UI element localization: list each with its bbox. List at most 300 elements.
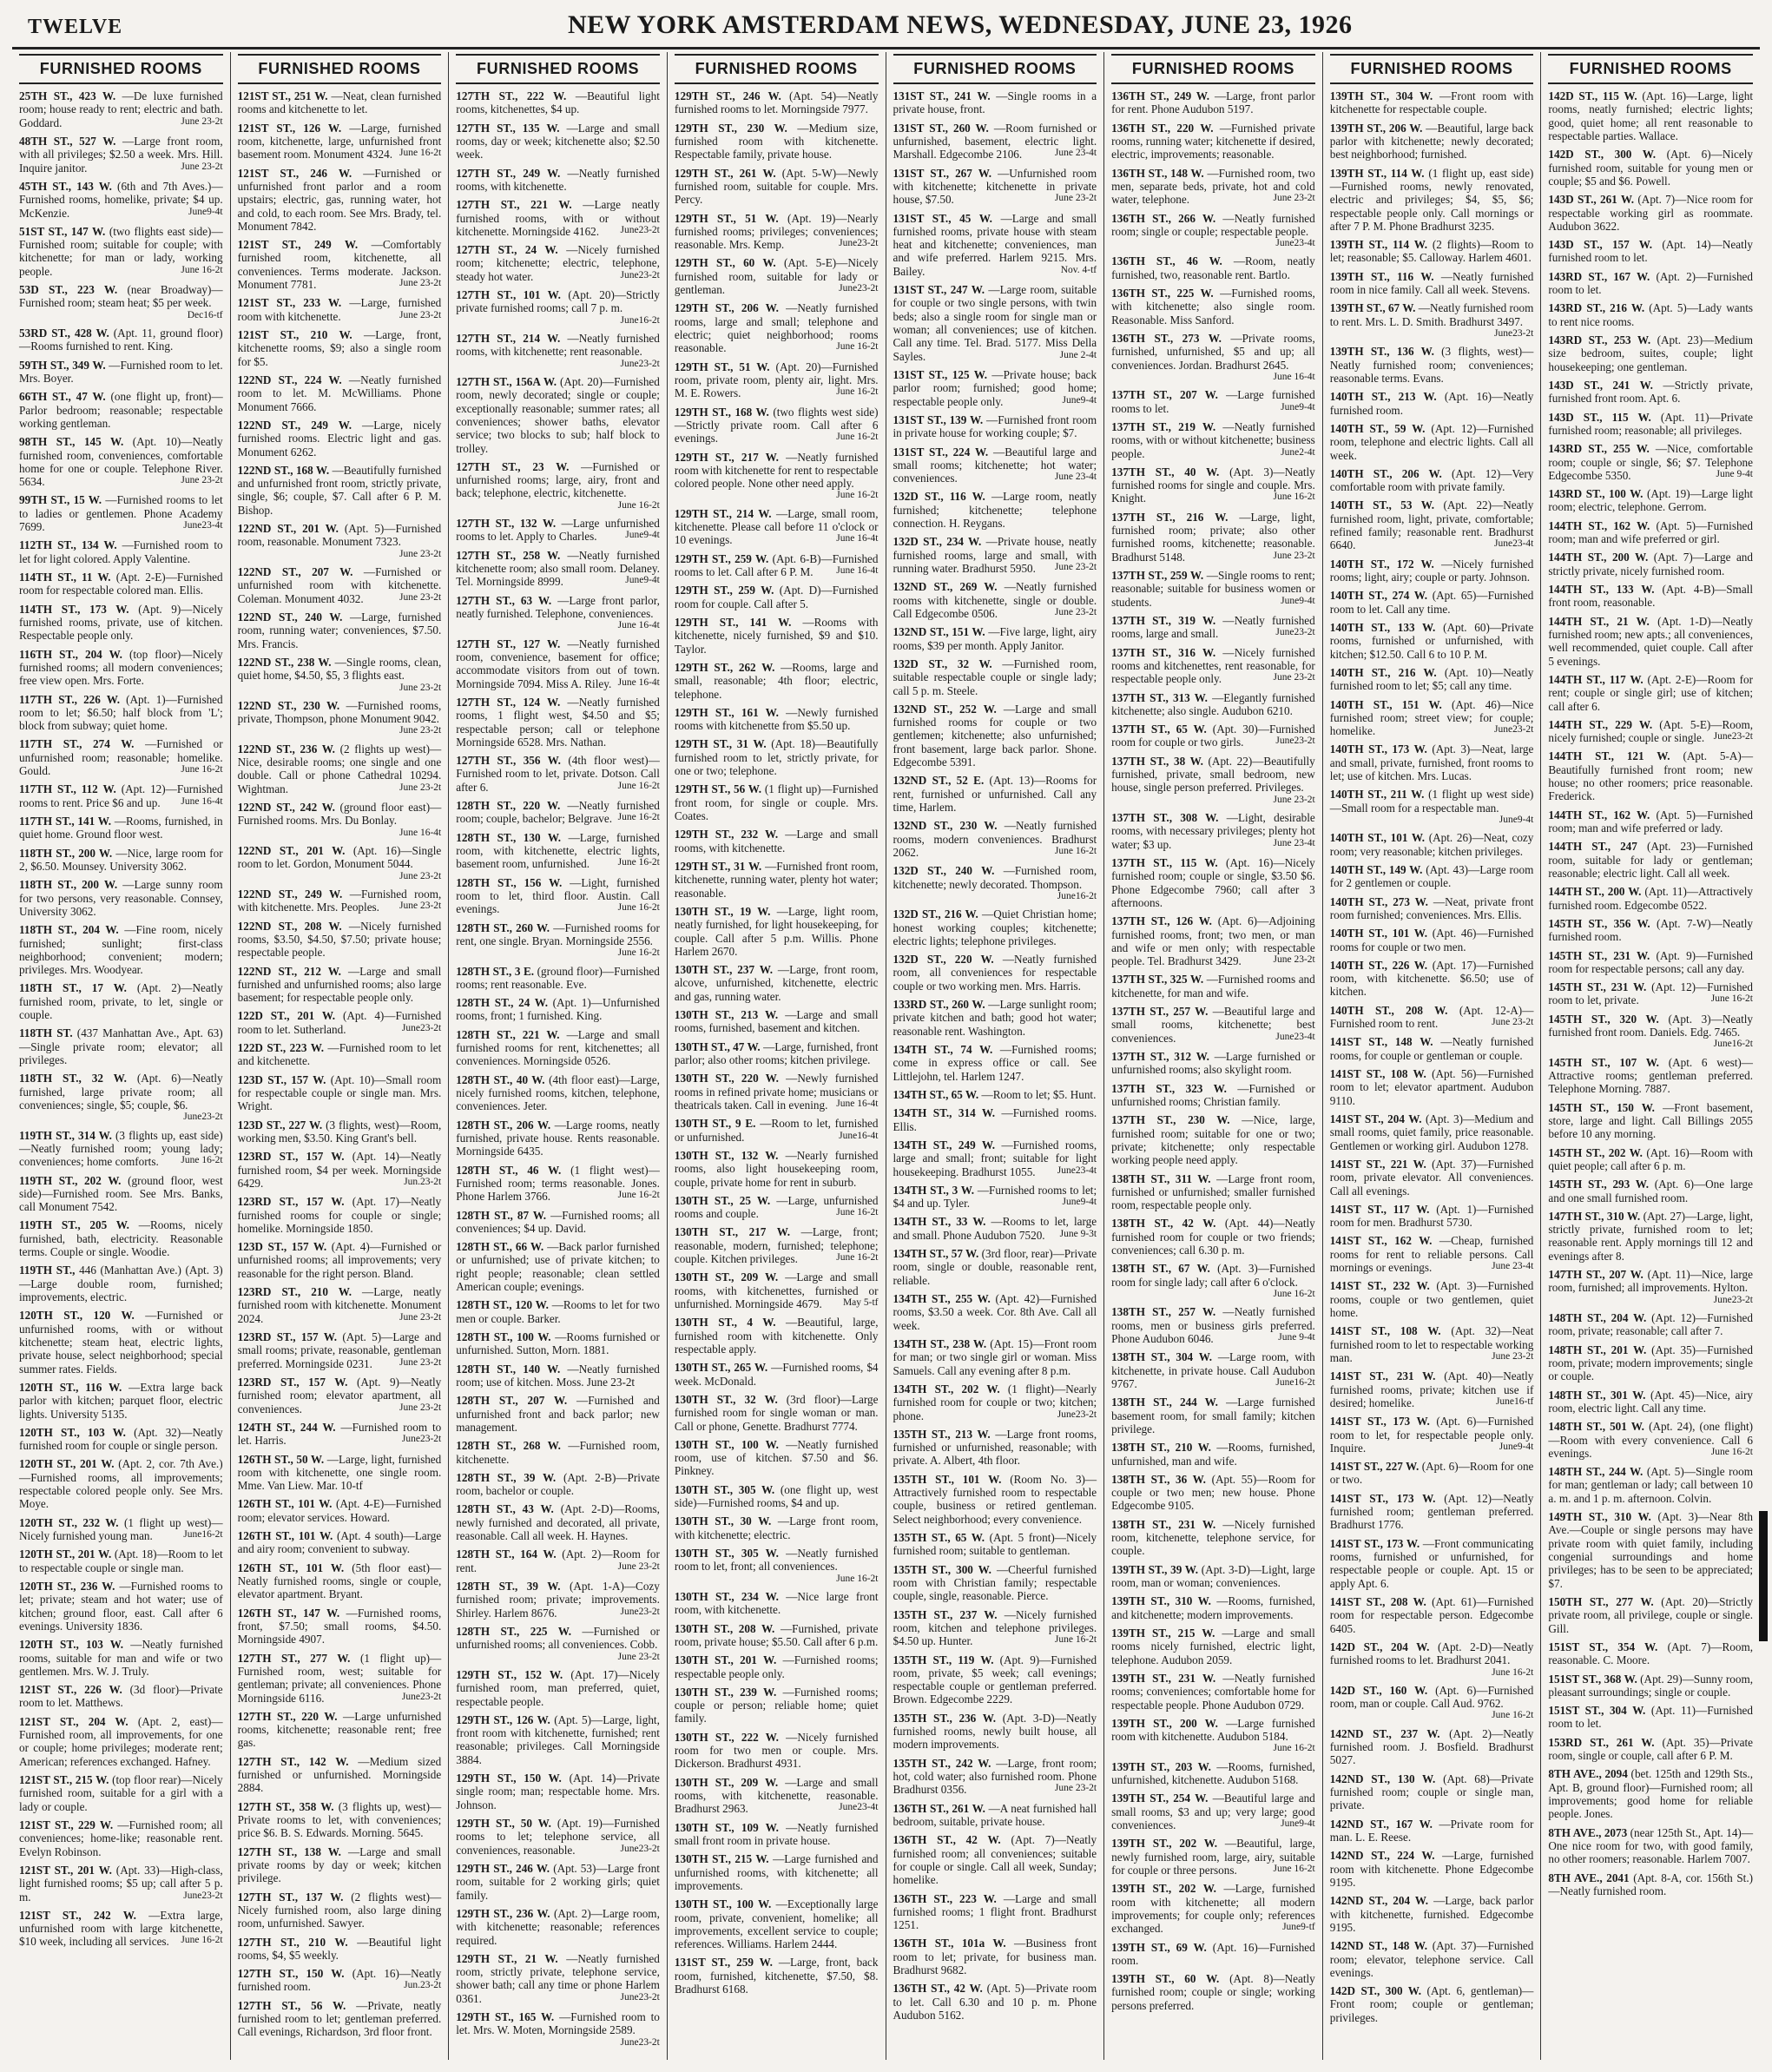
- ad-address: 139TH ST., 310 W.: [1111, 1594, 1211, 1608]
- ad-run-date: Jun.23-2t: [404, 1980, 442, 1991]
- ad-text: (Apt. 1)—Unfurnished rooms, front; 1 furnished. King.: [456, 996, 660, 1023]
- ad-text: —Furnished rooms; respectable people only.: [674, 1653, 879, 1680]
- ad-text: (437 Manhattan Ave., Apt. 63)—Single private room; elevator; all privileges.: [19, 1026, 223, 1067]
- ad-address: 147TH ST., 207 W.: [1548, 1268, 1644, 1282]
- ad-address: 128TH ST., 207 W.: [456, 1394, 568, 1408]
- ad-address: 135TH ST., 242 W.: [893, 1756, 991, 1770]
- ad-address: 129TH ST., 51 W.: [674, 360, 770, 373]
- classified-ad: [238, 522, 442, 560]
- ad-address: 134TH ST., 74 W.: [893, 1043, 993, 1057]
- ad-text: (Apt. 16)—Neatly furnished room.: [1329, 390, 1534, 417]
- ad-text: (Apt. 14)—Neatly furnished room to let.: [1548, 238, 1754, 265]
- ad-address: 127TH ST., 249 W.: [456, 166, 561, 180]
- ad-text: (Apt. 6)—One large and one small furnished room.: [1548, 1178, 1753, 1204]
- ad-address: 128TH ST., 221 W.: [456, 1027, 560, 1041]
- ad-address: 142D ST., 204 W.: [1329, 1640, 1430, 1653]
- ad-address: 140TH ST., 173 W.: [1329, 742, 1427, 756]
- ad-address: 127TH ST., 277 W.: [237, 1651, 351, 1665]
- classified-ad: [675, 1270, 879, 1310]
- ad-text: —Furnished rooms to let to ladies or gentlemen. Phone Academy 7699.: [19, 493, 223, 534]
- classified-column-5: [886, 52, 1105, 2060]
- classified-ad: [1111, 1972, 1315, 2012]
- ad-text: —Furnished front room in private house for working couple; $7.: [893, 412, 1097, 440]
- classified-ad: [893, 1184, 1097, 1211]
- classified-ad: [893, 490, 1097, 530]
- ad-text: (Apt. 9)—Nicely furnished rooms, private, use of kitchen. Respectable people only.: [19, 602, 223, 643]
- classified-ad: [1548, 1640, 1753, 1667]
- classified-ad: [238, 742, 442, 795]
- classified-ad: [1111, 1563, 1315, 1590]
- column-header: FURNISHED ROOMS: [1330, 54, 1534, 84]
- classified-ad: [456, 696, 660, 749]
- classified-ad: [19, 847, 223, 874]
- classified-ad: [19, 89, 223, 129]
- ad-text: (2 flights up west)—Nice, desirable rooms; one single and one double. Call or phone Cathedral 10294. Wightman.: [237, 742, 442, 795]
- ad-run-date: June 16-2t: [617, 780, 660, 791]
- ad-text: (Apt. 16)—Large, light rooms, neatly furnished; electric lights; good, quiet home; all rent reasonable to respectable parties. Wallace.: [1548, 89, 1753, 142]
- ad-text: —Five large, light, airy rooms, $39 per month. Apply Janitor.: [893, 625, 1097, 652]
- ad-run-date: June23-4t: [1057, 1165, 1097, 1176]
- ad-address: 121ST ST., 249 W.: [237, 238, 359, 252]
- ad-text: (Apt. 2-E)—Furnished room for respectable colored man. Ellis.: [19, 571, 223, 597]
- ad-text: —Furnished rooms for rent, one single. Bryan. Morningside 2556.: [456, 921, 660, 947]
- ad-address: 119TH ST., 205 W.: [19, 1218, 129, 1232]
- classified-ad: [1111, 1350, 1315, 1390]
- classified-ad: [1548, 442, 1753, 482]
- ad-text: (Apt. 56)—Furnished room to let; elevator apartment. Audubon 9110.: [1329, 1067, 1534, 1107]
- ad-address: 130TH ST., 208 W.: [674, 1621, 775, 1635]
- ad-text: (3 flights, west)—Room, working men, $3.50. King Grant's bell.: [237, 1118, 442, 1145]
- classified-ad: [893, 122, 1097, 162]
- ad-address: 135TH ST., 300 W.: [893, 1562, 991, 1576]
- ad-address: 130TH ST., 305 W.: [674, 1482, 775, 1496]
- ad-text: —Furnished rooms, with kitchenette; also single room. Reasonable. Miss Sanford.: [1111, 287, 1315, 327]
- ad-text: —Neatly furnished rooms, with kitchenette; rent reasonable.: [456, 332, 660, 359]
- ad-address: 136TH ST., 148 W.: [1111, 166, 1204, 180]
- ad-address: 135TH ST., 101 W.: [893, 1472, 1002, 1486]
- classified-ad: [893, 1712, 1097, 1752]
- ad-text: —Neatly furnished room in nice family. Call all week. Stevens.: [1329, 269, 1534, 297]
- ad-address: 131ST ST., 260 W.: [893, 121, 989, 135]
- classified-ad: [1111, 1005, 1315, 1045]
- ad-address: 129TH ST., 236 W.: [456, 1906, 550, 1920]
- classified-column-4: [668, 52, 886, 2060]
- ad-address: 141ST ST., 231 W.: [1329, 1369, 1436, 1383]
- ad-address: 129TH ST., 168 W.: [674, 405, 769, 419]
- ad-address: 139TH ST., 39 W.: [1111, 1562, 1199, 1576]
- classified-ad: [675, 1852, 879, 1892]
- ad-text: —Nicely furnished room, kitchen and telephone privileges. $4.50 up. Hunter.: [893, 1607, 1097, 1648]
- ad-run-date: June9-4t: [1062, 1197, 1097, 1208]
- classified-ad: [456, 375, 660, 455]
- classified-ad: [675, 905, 879, 958]
- ad-run-date: June 23-2t: [181, 475, 223, 486]
- classified-ad: [238, 89, 442, 116]
- classified-ad: [238, 1240, 442, 1280]
- ad-text: (Apt. 19)—Nearly furnished rooms; privileges; conveniences; reasonable. Mrs. Kemp.: [674, 211, 879, 252]
- ad-address: 129TH ST., 50 W.: [456, 1817, 551, 1831]
- ad-run-date: May 5-tf: [842, 1297, 879, 1309]
- ad-address: 134TH ST., 202 W.: [893, 1382, 1000, 1396]
- classified-ad: [675, 828, 879, 855]
- ad-run-date: June23-2t: [620, 1991, 660, 2003]
- classified-ad: [1548, 749, 1753, 802]
- ad-address: 148TH ST., 244 W.: [1548, 1465, 1644, 1479]
- ad-text: —Nice, comfortable room; couple or single, $6; $7. Telephone Edgecombe 5350.: [1548, 442, 1754, 482]
- classified-ad: [1548, 1510, 1753, 1590]
- ad-text: —Large and small furnished rooms for rent, kitchenettes; all conveniences. Morningside 0526.: [456, 1027, 660, 1068]
- classified-ad: [893, 212, 1097, 279]
- ad-text: (Apt. 16)—Furnished room.: [1111, 1940, 1315, 1967]
- ad-text: (top floor)—Nicely furnished rooms; all modern conveniences; free view open. Mrs. Forte.: [19, 647, 223, 688]
- ad-address: 145TH ST., 293 W.: [1548, 1178, 1650, 1191]
- ad-address: 144TH ST., 21 W.: [1548, 614, 1650, 628]
- ad-text: —Large, light room, neatly furnished, for light housekeeping, for couple. Call after 5 p.m. Willis. Phone Harlem 2670.: [674, 904, 879, 958]
- ad-text: —Large and small rooms, with kitchenette, reasonable. Bradhurst 2963.: [674, 1775, 879, 1816]
- ad-address: 127TH ST., 156A W.: [456, 374, 557, 388]
- ad-address: 128TH ST., 43 W.: [456, 1502, 554, 1516]
- ad-address: 127TH ST., 356 W.: [456, 754, 561, 768]
- ad-text: (1 flight up, east side)—Furnished rooms, newly renovated, electric and privileges; $4, $5, $6; respectable people only. Call mornings or after 7 P. M. Phone Bradhurst 3235.: [1329, 166, 1534, 233]
- ad-address: 139TH ST., 254 W.: [1111, 1792, 1209, 1805]
- ad-text: —Beautiful, large back parlor with kitchenette; newly decorated; best neighborhood; furnished.: [1329, 121, 1534, 162]
- ad-text: (top floor rear)—Nicely furnished room, suitable for a girl with a lady or couple.: [19, 1773, 223, 1813]
- ad-text: (Apt. 2-D)—Neatly furnished rooms to let. Bradhurst 2041.: [1329, 1640, 1534, 1667]
- classified-ad: [893, 413, 1097, 440]
- ad-address: 148TH ST., 501 W.: [1548, 1420, 1644, 1434]
- ad-text: (Apt. 11)—Attractively furnished room. Edgecombe 0522.: [1548, 885, 1754, 912]
- ad-text: —Large, front; reasonable, modern, furnished; telephone; couple. Kitchen privileges.: [674, 1225, 879, 1266]
- ad-address: 139TH ST., 203 W.: [1111, 1759, 1211, 1773]
- classified-ad: [1330, 1279, 1534, 1319]
- ad-address: 136TH ST., 225 W.: [1111, 287, 1214, 300]
- classified-ad: [675, 1072, 879, 1112]
- ad-address: 132D ST., 234 W.: [893, 535, 982, 549]
- classified-ad: [1111, 332, 1315, 383]
- ad-text: (Apt. 16)—Single room to let. Gordon, Monument 5044.: [237, 844, 442, 871]
- ad-text: —Neatly furnished rooms, suitable for man and wife or two gentlemen. Mrs. W. J. Truly.: [19, 1638, 223, 1678]
- classified-ad: [1111, 1305, 1315, 1345]
- ad-text: —Single rooms, clean, quiet home, $4.50, $5, 3 flights east.: [237, 655, 442, 683]
- ad-address: 123D ST., 227 W.: [237, 1118, 323, 1132]
- ad-text: —Large front room, furnished or unfurnished; smaller furnished room, respectable people only.: [1111, 1171, 1315, 1212]
- ad-run-date: June 16-2t: [836, 1252, 879, 1264]
- ad-run-date: June 16-4t: [1273, 371, 1315, 382]
- ad-text: (Apt. 5-W)—Newly furnished room, suitable for couple. Mrs. Percy.: [674, 166, 879, 207]
- ad-run-date: June 23-2t: [1054, 562, 1097, 572]
- classified-ad: [238, 1999, 442, 2039]
- ad-address: 137TH ST., 257 W.: [1111, 1005, 1209, 1019]
- ad-address: 131ST ST., 241 W.: [893, 89, 991, 102]
- ad-address: 120TH ST., 103 W.: [19, 1425, 126, 1439]
- ad-text: (Apt. 53)—Large front room, suitable for 2 working girls; quiet family.: [456, 1861, 660, 1902]
- ad-text: —Beautiful large and small rooms, $3 and up; very large; good conveniences.: [1111, 1792, 1315, 1832]
- ad-run-date: June 16-2t: [181, 1935, 223, 1946]
- column-header: FURNISHED ROOMS: [1111, 54, 1315, 84]
- ad-text: —Large, neatly furnished room with kitchenette. Monument 2024.: [237, 1285, 442, 1325]
- ad-text: (Apt. 4)—Furnished room to let. Sutherland.: [237, 1009, 442, 1036]
- ad-text: —Cheerful furnished room with Christian family; respectable couple, single, reasonable. Pierce.: [893, 1562, 1097, 1603]
- ad-text: (Apt. 14)—Neatly furnished room, $4 per week. Morningside 6429.: [237, 1150, 442, 1190]
- ad-address: 130TH ST., 201 W.: [674, 1653, 777, 1667]
- ad-address: 130TH ST., 19 W.: [674, 904, 771, 918]
- ad-run-date: June 23-2t: [1273, 550, 1315, 561]
- ad-text: (Apt. 35)—Furnished room, private; modern improvements; single or couple.: [1548, 1343, 1753, 1383]
- classified-ad: [456, 799, 660, 826]
- ad-text: —Furnished room, kitchenette; newly decorated. Thompson.: [893, 864, 1097, 891]
- ad-address: 140TH ST., 53 W.: [1329, 498, 1435, 512]
- classified-ad: [19, 603, 223, 643]
- ad-text: (Apt. 29)—Sunny room, pleasant surroundings; single or couple.: [1548, 1672, 1754, 1699]
- classified-ad: [238, 801, 442, 839]
- classified-ad: [456, 1580, 660, 1620]
- ad-run-date: Nov. 4-tf: [1060, 264, 1097, 275]
- classified-ad: [1330, 270, 1534, 297]
- classified-ad: [19, 135, 223, 175]
- ad-text: —Private rooms, furnished, unfurnished, $5 and up; all conveniences. Jordan. Bradhurst 2645.: [1111, 332, 1315, 372]
- ad-address: 136TH ST., 220 W.: [1111, 121, 1214, 135]
- ad-address: 132ND ST., 252 W.: [893, 702, 997, 716]
- classified-ad: [1330, 589, 1534, 616]
- ad-text: —Large unfurnished rooms, kitchenette; reasonable rent; free gas.: [237, 1709, 442, 1750]
- classified-ad: [19, 1309, 223, 1376]
- classified-ad: [238, 1150, 442, 1190]
- classified-ad: [893, 1138, 1097, 1178]
- ad-address: 137TH ST., 115 W.: [1111, 855, 1218, 869]
- ad-address: 129TH ST., 246 W.: [674, 89, 781, 102]
- ad-address: 145TH ST., 150 W.: [1548, 1100, 1655, 1114]
- ad-address: 142ND ST., 148 W.: [1329, 1939, 1428, 1953]
- classified-ad: [1548, 885, 1753, 912]
- ad-address: 129TH ST., 31 W.: [674, 737, 767, 751]
- classified-ad: [1330, 1203, 1534, 1230]
- ad-text: —Furnished or unfurnished rooms; all conveniences. Cobb.: [456, 1624, 660, 1652]
- ad-run-date: June 16-2t: [1273, 492, 1315, 503]
- classified-ad: [1330, 1818, 1534, 1844]
- classified-ad: [893, 1247, 1097, 1287]
- ad-text: (Apt. 12)—Neatly furnished room; gentleman preferred. Bradhurst 1776.: [1329, 1491, 1534, 1532]
- classified-ad: [1548, 1178, 1753, 1204]
- ad-address: 132D ST., 32 W.: [893, 657, 992, 670]
- classified-ad: [1111, 811, 1315, 851]
- ad-address: 128TH ST., 206 W.: [456, 1118, 551, 1132]
- ad-text: (Apt. 17)—Neatly furnished rooms for couple or single; homelike. Morningside 1850.: [237, 1195, 442, 1235]
- classified-ad: [1111, 1518, 1315, 1558]
- classified-ad: [238, 844, 442, 882]
- ad-text: (ground floor)—Furnished rooms; rent reasonable. Eve.: [456, 964, 660, 991]
- ad-text: —Comfortably furnished room, kitchenette, all conveniences. Terms moderate. Jackson. Monument 7781.: [237, 238, 442, 292]
- ad-address: 151ST ST., 354 W.: [1548, 1640, 1658, 1653]
- ad-text: —Large, furnished room, with kitchenette, electric lights, basement room, unfurnished.: [456, 830, 660, 871]
- ad-text: (Apt. 32)—Neat furnished room to let to respectable working man.: [1329, 1324, 1534, 1364]
- classified-ad: [893, 953, 1097, 993]
- ad-run-date: June23-2t: [401, 1434, 442, 1445]
- classified-ad: [1330, 927, 1534, 954]
- classified-ad: [19, 1909, 223, 1949]
- ad-run-date: June23-2t: [183, 1890, 223, 1901]
- ad-run-date: June 16-2t: [836, 1207, 879, 1218]
- classified-ad: [456, 637, 660, 690]
- ad-address: 142ND ST., 167 W.: [1329, 1817, 1433, 1831]
- ad-text: —Large, front, back room, furnished, kitchenette, $7.50, $8. Bradhurst 6168.: [674, 1956, 879, 1996]
- classified-ad: [456, 1073, 660, 1113]
- classified-ad: [893, 1428, 1097, 1468]
- ad-address: 132ND ST., 151 W.: [893, 625, 985, 639]
- ad-run-date: June 16-4t: [181, 795, 223, 807]
- ad-text: —Furnished or unfurnished rooms, with or without kitchenette; steam heat, electric lights, private house, select neighborhood; special summer rates. Fields.: [19, 1309, 223, 1376]
- ad-address: 127TH ST., 101 W.: [456, 288, 561, 302]
- classified-columns: [12, 52, 1760, 2060]
- classified-column-1: [12, 52, 231, 2060]
- ad-text: (Apt. 9)—Furnished room for respectable persons; call any day.: [1548, 948, 1753, 975]
- ad-address: 153RD ST., 261 W.: [1548, 1735, 1655, 1749]
- ad-address: 99TH ST., 15 W.: [19, 493, 102, 507]
- ad-text: —Neatly furnished room; use of kitchen. Moss. June 23-2t: [456, 1362, 660, 1389]
- classified-ad: [238, 296, 442, 323]
- ad-address: 129TH ST., 214 W.: [674, 506, 772, 520]
- classified-ad: [456, 1625, 660, 1663]
- classified-ad: [675, 1622, 879, 1649]
- ad-address: 120TH ST., 120 W.: [19, 1309, 135, 1323]
- ad-address: 144TH ST., 200 W.: [1548, 885, 1642, 899]
- classified-ad: [675, 1514, 879, 1541]
- ad-text: —Large furnished rooms to let.: [1111, 388, 1315, 415]
- classified-ad: [456, 332, 660, 370]
- ad-run-date: June 23-2t: [1273, 794, 1315, 805]
- ad-text: (Apt. 7)—Nice room for respectable working girl as roommate. Audubon 3622.: [1548, 193, 1754, 233]
- ad-text: (3rd floor)—Large furnished room for single woman or man. Call or phone, Genette. Bradhurst 7774.: [674, 1392, 879, 1433]
- ad-run-date: June 9-4t: [1716, 468, 1753, 479]
- classified-ad: [238, 1009, 442, 1036]
- ad-text: (Apt. 18)—Beautifully furnished room to let, strictly private, for one or two; telephone.: [674, 737, 879, 778]
- ad-text: —Large, front room; hot, cold water; also furnished room. Phone Bradhurst 0356.: [893, 1756, 1097, 1797]
- ad-text: (Apt. 7-W)—Neatly furnished room.: [1548, 916, 1753, 944]
- classified-ad: [1548, 1056, 1753, 1096]
- classified-ad: [238, 1497, 442, 1524]
- ad-run-date: June 23-2t: [399, 870, 442, 881]
- classified-ad: [1111, 1627, 1315, 1666]
- classified-ad: [675, 1008, 879, 1035]
- ad-run-date: June 16-2t: [836, 490, 879, 501]
- ad-text: —Large and small furnished rooms; 1 flight front. Bradhurst 1251.: [893, 1891, 1097, 1932]
- classified-ad: [1111, 89, 1315, 116]
- classified-ad: [456, 1164, 660, 1204]
- ad-text: —Nice, large, furnished room; suitable for one or two; private; kitchenette; only respectable working people need apply.: [1111, 1113, 1315, 1167]
- ad-run-date: June9-tf: [1282, 1922, 1315, 1933]
- classified-ad: [893, 819, 1097, 859]
- classified-column-6: [1104, 52, 1323, 2060]
- ad-text: —Large and small furnished rooms, private house with steam heat and kitchenette; conveniences, man and wife preferred. Harlem 9215. Mrs. Bailey.: [893, 211, 1097, 278]
- ad-address: 147TH ST., 310 W.: [1548, 1209, 1641, 1223]
- classified-ad: [238, 565, 442, 605]
- ad-text: —Furnished rooms, private, Thompson, phone Monument 9042.: [237, 698, 442, 726]
- ad-run-date: June 23-4t: [1054, 148, 1097, 159]
- ad-run-date: June2-4t: [1281, 446, 1315, 458]
- ad-text: —Large front room, with all privileges; $2.50 a week. Mrs. Hill. Inquire janitor.: [19, 134, 223, 175]
- ad-address: 141ST ST., 108 W.: [1329, 1067, 1426, 1081]
- classified-ad: [893, 1757, 1097, 1797]
- ad-address: 138TH ST., 210 W.: [1111, 1441, 1211, 1455]
- classified-ad: [19, 327, 223, 353]
- ad-text: —Furnished, private room, private house; $5.50. Call after 6 p.m.: [674, 1621, 879, 1648]
- classified-ad: [456, 89, 660, 116]
- ad-address: 137TH ST., 38 W.: [1111, 754, 1203, 768]
- ad-text: —Large room, neatly furnished; kitchenette; telephone connection. H. Reygans.: [893, 490, 1097, 531]
- ad-address: 134TH ST., 249 W.: [893, 1138, 996, 1151]
- classified-ad: [893, 1473, 1097, 1526]
- ad-text: (1 flight up west side)—Small room for a respectable man.: [1329, 788, 1534, 815]
- ad-address: 127TH ST., 124 W.: [456, 695, 561, 709]
- ad-text: —Nicely furnished rooms, $3.50, $4.50, $7.50; private house; respectable people.: [237, 919, 442, 960]
- ad-address: 116TH ST., 204 W.: [19, 647, 122, 661]
- ad-run-date: June 16-2t: [1273, 1743, 1315, 1754]
- ad-address: 135TH ST., 237 W.: [893, 1607, 998, 1621]
- ad-text: (Apt. 2)—Furnished room to let.: [1548, 269, 1753, 297]
- classified-ad: [456, 517, 660, 544]
- ad-text: (Apt. 18)—Room to let to respectable couple or single man.: [19, 1547, 223, 1574]
- ad-run-date: June 16-2t: [1054, 1634, 1097, 1646]
- ad-text: (Apt. 2)—Neatly furnished room. J. Bosfield. Bradhurst 5027.: [1329, 1726, 1534, 1767]
- ad-text: (1 flight west)—Furnished room; terms reasonable. Jones. Phone Harlem 3766.: [456, 1163, 660, 1204]
- ad-run-date: June 16-2t: [617, 499, 660, 511]
- ad-address: 134TH ST., 57 W.: [893, 1247, 979, 1261]
- ad-address: 129TH ST., 217 W.: [674, 450, 779, 464]
- ad-text: (Apt. 2-D)—Rooms, newly furnished and decorated, all private, reasonable. Call all week. H. Haynes.: [456, 1502, 660, 1543]
- classified-ad: [456, 460, 660, 511]
- classified-ad: [1330, 788, 1534, 826]
- classified-ad: [238, 1118, 442, 1145]
- ad-text: (Apt. 8)—Neatly furnished room; couple or single; working persons preferred.: [1111, 1972, 1315, 2012]
- classified-ad: [893, 1382, 1097, 1422]
- ad-address: 98TH ST., 145 W.: [19, 435, 124, 449]
- classified-ad: [1330, 1894, 1534, 1934]
- ad-address: 122ND ST., 168 W.: [237, 463, 330, 477]
- ad-address: 129TH ST., 141 W.: [674, 615, 792, 629]
- ad-run-date: June 16-2t: [1054, 845, 1097, 856]
- classified-ad: [1548, 949, 1753, 976]
- classified-ad: [456, 965, 660, 992]
- classified-ad: [893, 774, 1097, 814]
- ad-address: 142D ST., 300 W.: [1329, 1984, 1422, 1998]
- ad-address: 127TH ST., 221 W.: [456, 198, 572, 212]
- ad-run-date: June 16-2t: [1492, 1710, 1534, 1721]
- ad-run-date: June23-2t: [620, 358, 660, 369]
- ad-text: (Apt. 4)—Furnished or unfurnished rooms; all improvements; very reasonable for the right person. Bland.: [237, 1240, 442, 1280]
- ad-address: 136TH ST., 249 W.: [1111, 89, 1210, 102]
- ad-text: (Apt. 22)—Neatly furnished room, light, private, comfortable; refined family; reasonable rent. Bradhurst 6640.: [1329, 498, 1534, 552]
- ad-address: 140TH ST., 273 W.: [1329, 894, 1428, 908]
- ad-text: —Large, furnished room with kitchenette. Phone Edgecombe 9195.: [1329, 1849, 1534, 1889]
- classified-ad: [675, 1686, 879, 1726]
- classified-ad: [238, 1421, 442, 1448]
- ad-text: (Apt. 55)—Room for couple or two men; new house. Phone Edgecombe 9105.: [1111, 1472, 1315, 1513]
- classified-ad: [1330, 742, 1534, 782]
- ad-address: 143RD ST., 100 W.: [1548, 487, 1644, 501]
- ad-text: (Apt. 6-B)—Furnished rooms to let. Call after 6 P. M.: [674, 551, 879, 579]
- ad-text: (Apt. 22)—Beautifully furnished, private, small bedroom, new house, single person preferred. Privileges.: [1111, 754, 1315, 795]
- ad-text: (Apt. 23)—Furnished room, suitable for lady or gentleman; reasonable; electric light. Call all week.: [1548, 840, 1753, 880]
- classified-ad: [893, 1937, 1097, 1976]
- ad-text: —Neat, clean furnished rooms and kitchenette to let.: [237, 89, 442, 116]
- ad-address: 130TH ST., 239 W.: [674, 1685, 777, 1699]
- ad-text: —Large and small furnished and unfurnished rooms; also large basement; for respectable people only.: [237, 964, 442, 1005]
- ad-text: (2 flights west)—Nicely furnished room, also large dining room, unfurnished. Sawyer.: [237, 1890, 442, 1930]
- ad-address: 140TH ST., 274 W.: [1329, 589, 1428, 603]
- ad-text: —Neatly furnished small front room in private house.: [674, 1820, 879, 1847]
- classified-ad: [1548, 270, 1753, 297]
- ad-address: 126TH ST., 147 W.: [237, 1606, 340, 1620]
- ad-run-date: June 16-2t: [617, 947, 660, 959]
